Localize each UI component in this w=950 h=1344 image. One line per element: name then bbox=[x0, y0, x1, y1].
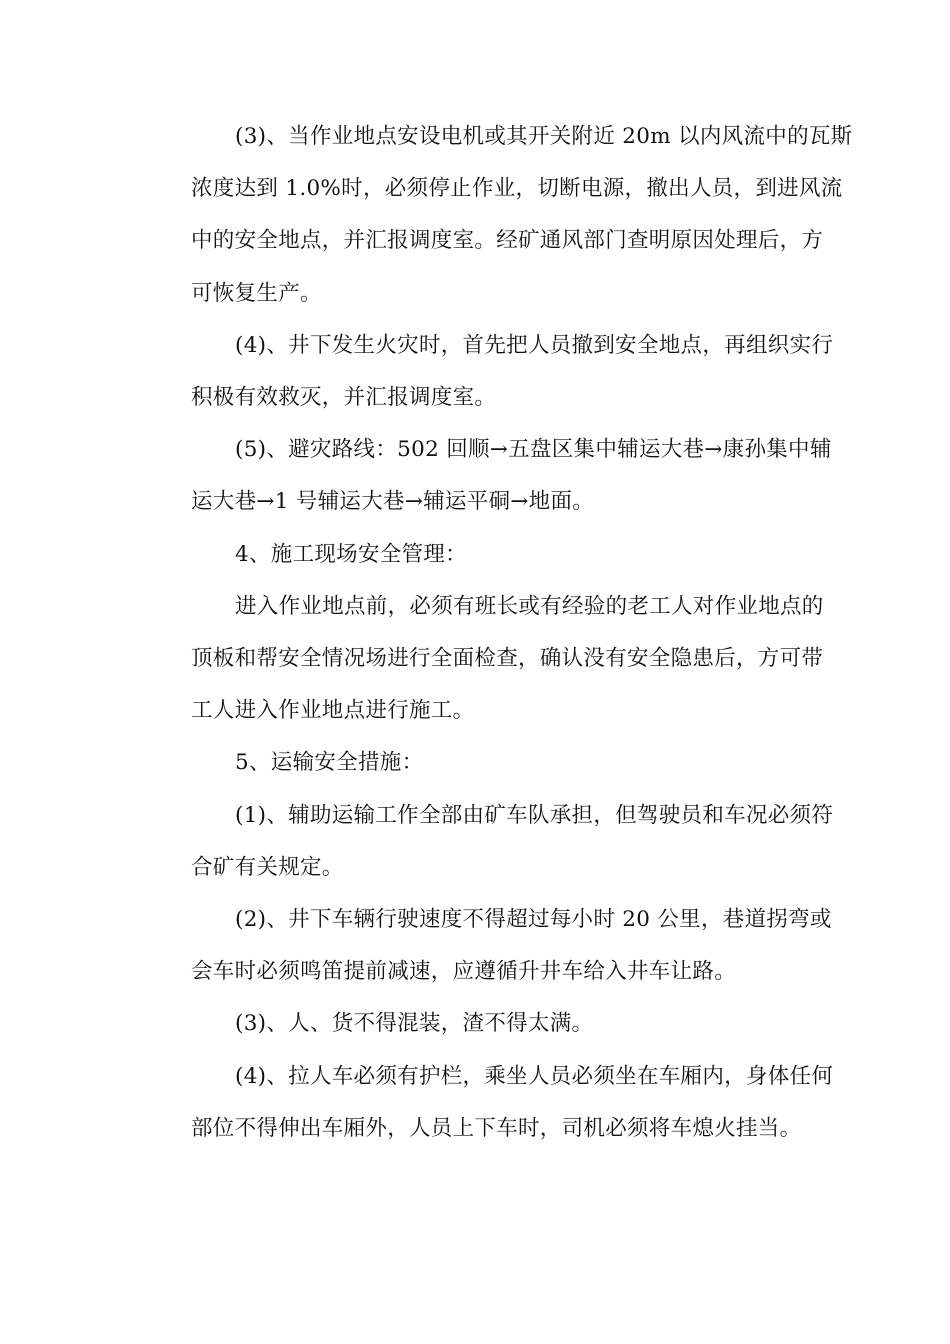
text-line: 会车时必须鸣笛提前减速，应遵循升井车给入井车让路。 bbox=[191, 959, 737, 985]
text-line: 工人进入作业地点进行施工。 bbox=[191, 698, 475, 724]
paragraph-passenger-car bbox=[148, 1051, 834, 1155]
paragraph-no-mixed-loading bbox=[148, 998, 808, 1050]
section-heading: 4、施工现场安全管理： bbox=[235, 541, 467, 567]
text-line: (1)、辅助运输工作全部由矿车队承担，但驾驶员和车况必须符 bbox=[235, 802, 834, 828]
document-body bbox=[148, 111, 853, 1155]
text-line: (2)、井下车辆行驶速度不得超过每小时 20 公里，巷道拐弯或 bbox=[235, 907, 832, 933]
paragraph-escape-route bbox=[148, 424, 832, 528]
text-line: 合矿有关规定。 bbox=[191, 854, 344, 880]
paragraph-site-inspection bbox=[148, 581, 824, 738]
text-line: 积极有效救灭，并汇报调度室。 bbox=[191, 385, 497, 411]
text-line: 浓度达到 1.0%时，必须停止作业，切断电源，撤出人员，到进风流 bbox=[191, 176, 843, 202]
text-line: (4)、拉人车必须有护栏，乘坐人员必须坐在车厢内，身体任何 bbox=[235, 1063, 834, 1089]
text-line: (4)、井下发生火灾时，首先把人员撤到安全地点，再组织实行 bbox=[235, 332, 834, 358]
text-line: 进入作业地点前，必须有班长或有经验的老工人对作业地点的 bbox=[235, 593, 824, 619]
text-line: 顶板和帮安全情况场进行全面检查，确认没有安全隐患后，方可带 bbox=[191, 646, 824, 672]
paragraph-auxiliary-transport bbox=[148, 790, 834, 894]
text-line: 运大巷→1 号辅运大巷→辅运平硐→地面。 bbox=[191, 489, 595, 515]
paragraph-gas-concentration bbox=[148, 111, 853, 320]
text-line: (3)、人、货不得混装，渣不得太满。 bbox=[235, 1011, 594, 1037]
paragraph-fire-response bbox=[148, 320, 834, 424]
text-line: 可恢复生产。 bbox=[191, 280, 322, 306]
text-line: (5)、避灾路线：502 回顺→五盘区集中辅运大巷→康孙集中辅 bbox=[235, 437, 832, 463]
text-line: 部位不得伸出车厢外，人员上下车时，司机必须将车熄火挂当。 bbox=[191, 1115, 802, 1141]
section-heading: 5、运输安全措施： bbox=[235, 750, 424, 776]
section-heading-site-safety bbox=[148, 529, 808, 581]
section-heading-transport-safety bbox=[148, 737, 808, 789]
text-line: 中的安全地点，并汇报调度室。经矿通风部门查明原因处理后，方 bbox=[191, 228, 824, 254]
paragraph-speed-limit bbox=[148, 894, 832, 998]
text-line: (3)、当作业地点安设电机或其开关附近 20m 以内风流中的瓦斯 bbox=[235, 124, 853, 149]
